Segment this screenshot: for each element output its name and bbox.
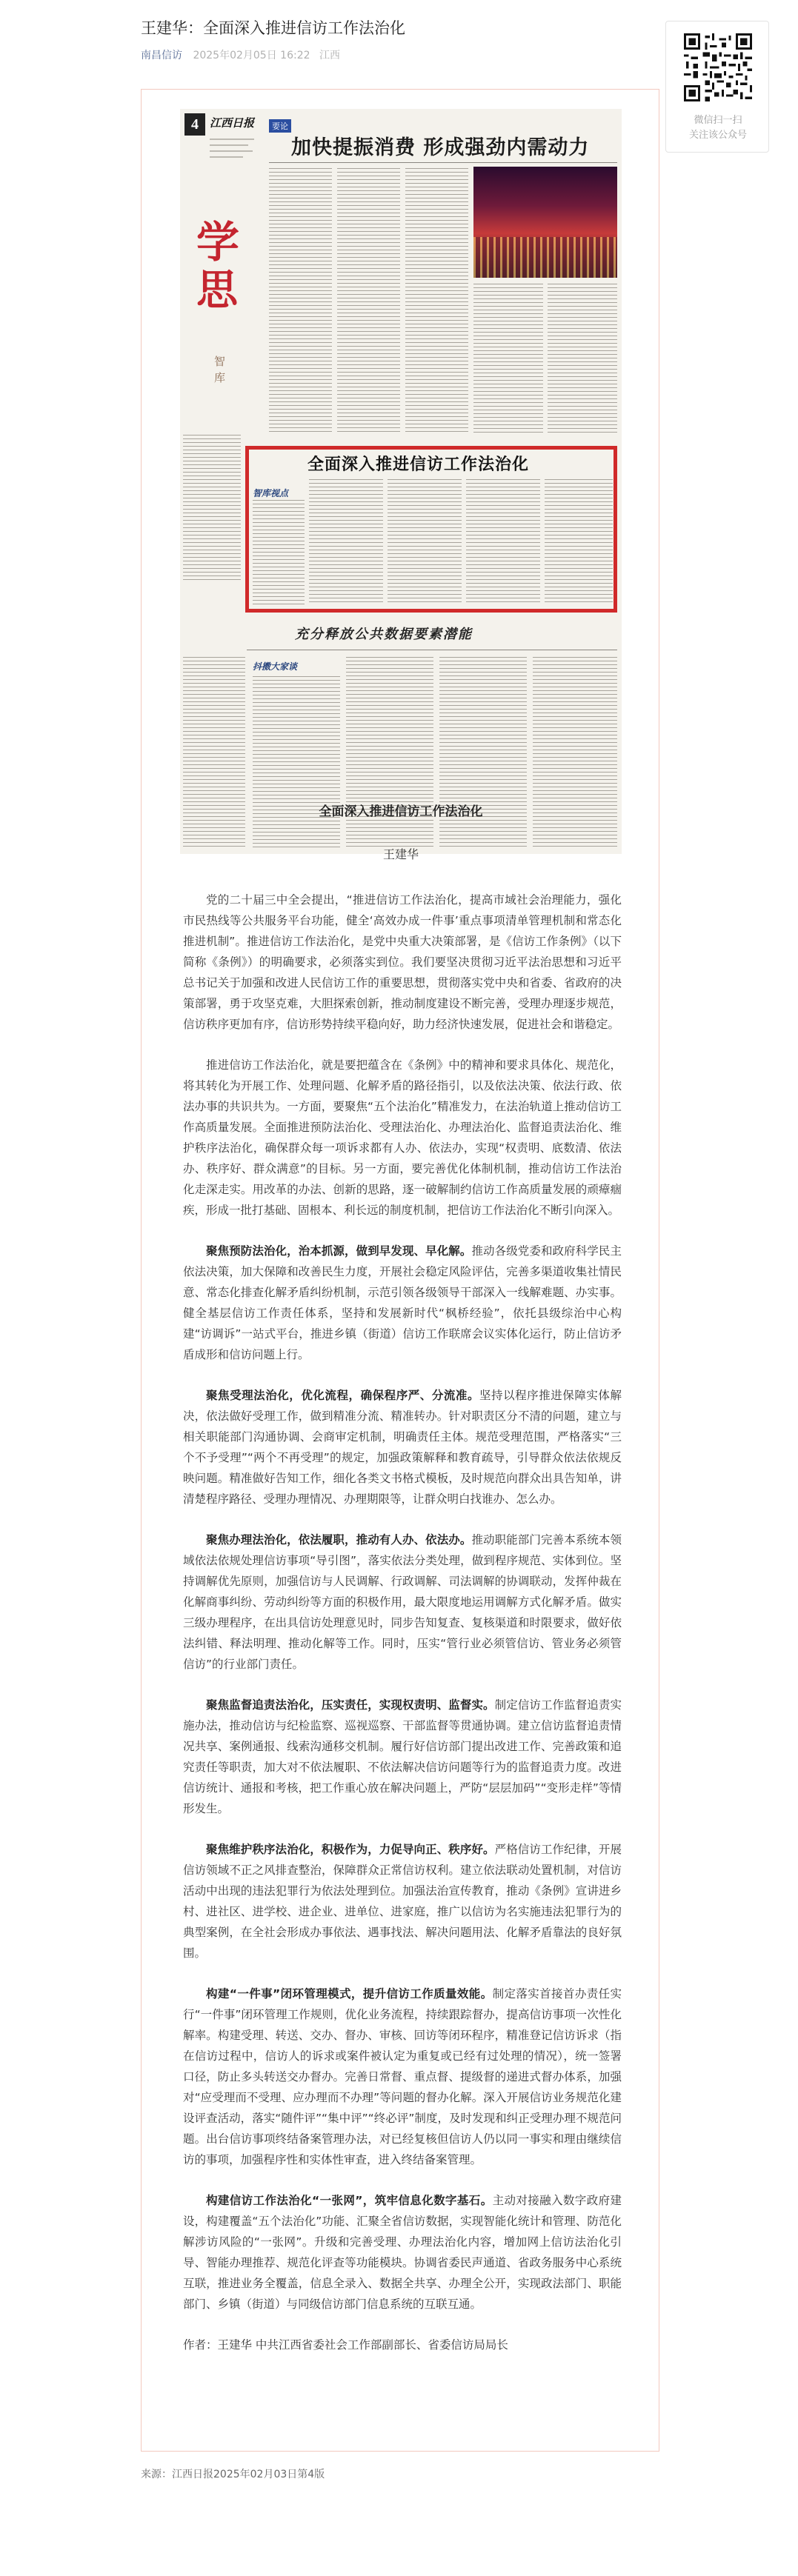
- second-headline: 充分释放公共数据要素潜能: [295, 627, 473, 642]
- paragraph: 聚焦预防法治化，治本抓源，做到早发现、早化解。推动各级党委和政府科学民主依法决策，加大保障和改善民生力度，开展社会稳定风险评估，完善多渠道收集社情民意、常态化排查化解矛盾纠纷机制，示范引领各级领导干部深入一线解难题、办实事。健全基层信访工作责任体系，坚持和发展新时代“枫桥经验”，依托县级综治中心构建“访调诉”一站式平台，推进乡镇（街道）信访工作联席会议实体化运行，防止信访矛盾成形和信访问题上行。: [183, 1244, 622, 1361]
- publish-date: 2025年02月05日 16:22: [193, 50, 310, 61]
- qr-caption: [666, 113, 770, 143]
- paragraph: 聚焦办理法治化，依法履职，推动有人办、依法办。推动职能部门完善本系统本领域依法依规处理信访事项“导引图”，落实依法分类处理，做到程序规范、实体到位。坚持调解优先原则，加强信访与人民调解、行政调解、司法调解的协调联动，发挥仲裁在化解商事纠纷、劳动纠纷等方面的积极作用，最大限度地运用调解方式化解矛盾。做实三级办理程序，在出具信访处理意见时，同步告知复查、复核渠道和时限要求，做好依法纠错、释法明理、推动化解等工作。同时，压实“管行业必须管信访、管业务必须管信访”的行业部门责任。: [183, 1533, 622, 1671]
- article-panel: [141, 89, 659, 2452]
- source-note: 来源：江西日报2025年02月03日第4版: [141, 2469, 325, 2480]
- newspaper-masthead: 江西日报: [210, 118, 255, 130]
- column-tag-1: 智库视点: [253, 488, 289, 498]
- qr-panel: [665, 21, 769, 153]
- paragraph: 构建“一件事”闭环管理模式，提升信访工作质量效能。制定落实首接首办责任实行“一件事”闭环管理工作规则，优化业务流程，持续跟踪督办，提高信访事项一次性化解率。构建受理、转送、交办、督办、审核、回访等闭环程序，精准登记信访诉求（指在信访过程中，信访人的诉求或案件被认定为重复或已经有过处理的情况），统一签署口径，防止多头转送交办督办。完善日常督、重点督、提级督的递进式督办体系，加强对“应受理而不受理、应办理而不办理”等问题的督办化解。深入开展信访业务规范化建设评查活动，落实“随件评”“集中评”“终必评”制度，及时发现和纠正受理办理不规范问题。出台信访事项终结备案管理办法，对已经复核但信访人仍以同一事实和理由继续信访的事项，加强程序性和实体性审查，进入终结备案管理。: [183, 1987, 622, 2166]
- article-title: 全面深入推进信访工作法治化: [319, 804, 483, 819]
- highlighted-article-title: 全面深入推进信访工作法治化: [307, 455, 530, 474]
- column-logo-char-1: 学: [196, 217, 240, 267]
- account-name-link[interactable]: 南昌信访: [141, 50, 182, 61]
- page-title: 王建华：全面深入推进信访工作法治化: [141, 19, 405, 37]
- newspaper-scan-image: [180, 109, 622, 854]
- paragraph: 聚焦受理法治化，优化流程，确保程序严、分流准。坚持以程序推进保障实体解决，依法做好受理工作，做到精准分流、精准转办。针对职责区分不清的问题，建立与相关职能部门沟通协调、会商审定机制，明确责任主体。规范受理范围，严格落实“三个不予受理”“两个不再受理”的规定，加强政策解释和教育疏导，引导群众依法依规反映问题。精准做好告知工作，细化各类文书格式模板，及时规范向群众出具告知单，讲清楚程序路径、受理办理情况、办理期限等，让群众明白找谁办、怎么办。: [183, 1389, 622, 1506]
- publish-region: 江西: [319, 50, 340, 61]
- qr-caption-line2: 关注该公众号: [688, 130, 747, 141]
- article-author: 王建华: [382, 847, 419, 861]
- paragraph: 聚焦维护秩序法治化，积极作为，力促导向正、秩序好。严格信访工作纪律，开展信访领域不正之风排查整治，保障群众正常信访权利。建立依法联动处置机制，对信访活动中出现的违法犯罪行为依法处理到位。加强法治宣传教育，推动《条例》宣讲进乡村、进社区、进学校、进企业、进单位、进家庭，推广以信访为名实施违法犯罪行为的典型案例，在全社会形成办事依法、遇事找法、解决问题用法、化解矛盾靠法的良好氛围。: [183, 1843, 622, 1960]
- column-tag-2: 抖擞大家谈: [253, 661, 298, 672]
- section-tag: 要论: [269, 119, 291, 133]
- newspaper-photo: [473, 167, 617, 278]
- meta-line: [141, 47, 346, 62]
- newspaper-headline: 加快提振消费 形成强劲内需动力: [291, 136, 590, 159]
- paragraph: 构建信访工作法治化“一张网”，筑牢信息化数字基石。主动对接融入数字政府建设，构建覆盖“五个法治化”功能、汇聚全省信访数据，实现智能化统计和管理、防范化解涉访风险的“一张网”。升级和完善受理、办理法治化内容，增加网上信访法治化引导、智能办理推荐、规范化评查等功能模块。协调省委民声通道、省政务服务中心系统互联，推进业务全覆盖，信息全录入、数据全共享、办理全公开，实现政法部门、职能部门、乡镇（街道）与同级信访部门信息系统的互联互通。: [183, 2194, 622, 2311]
- paragraph: 党的二十届三中全会提出，“推进信访工作法治化，提高市域社会治理能力，强化市民热线等公共服务平台功能，健全‘高效办成一件事’重点事项清单管理机制和常态化推进机制”。推进信访工作法治化，是党中央重大决策部署，是《信访工作条例》（以下简称《条例》）的明确要求，必须落实到位。我们要坚决贯彻习近平法治思想和习近平总书记关于加强和改进人民信访工作的重要思想，贯彻落实党中央和省委、省政府的决策部署，勇于攻坚克难，大胆探索创新，推动制度建设不断完善，受理办理逐步规范，信访秩序更加有序，信访形势持续平稳向好，助力经济快速发展，促进社会和谐稳定。: [183, 893, 622, 1031]
- newspaper-page-number: 4: [184, 113, 205, 136]
- qr-code-icon: [684, 33, 752, 101]
- column-side-label: 智库: [214, 355, 226, 384]
- article-body: [183, 890, 622, 2355]
- qr-caption-line1: 微信扫一扫: [694, 115, 742, 126]
- author-credit: 作者：王建华 中共江西省委社会工作部副部长、省委信访局局长: [183, 2338, 508, 2352]
- column-logo-char-2: 思: [196, 266, 238, 315]
- paragraph: 推进信访工作法治化，就是要把蕴含在《条例》中的精神和要求具体化、规范化，将其转化为开展工作、处理问题、化解矛盾的路径指引，以及依法决策、依法行政、依法办事的共识共为。一方面，要聚焦“五个法治化”精准发力，在法治轨道上推动信访工作高质量发展。全面推进预防法治化、受理法治化、办理法治化、监督追责法治化、维护秩序法治化，确保群众每一项诉求都有人办、依法办，实现“权责明、底数清、依法办、秩序好、群众满意”的目标。另一方面，要完善优化体制机制，推动信访工作法治化走深走实。用改革的办法、创新的思路，逐一破解制约信访工作高质量发展的顽瘴痼疾，形成一批打基础、固根本、利长远的制度机制，把信访工作法治化不断引向深入。: [183, 1058, 622, 1217]
- paragraph: 聚焦监督追责法治化，压实责任，实现权责明、监督实。制定信访工作监督追责实施办法，推动信访与纪检监察、巡视巡察、干部监督等贯通协调。建立信访监督追责情况共享、案例通报、线索沟通移交机制。履行好信访部门提出改进工作、完善政策和追究责任等职责，加大对不依法履职、不依法解决信访问题等行为的监督追责力度。改进信访统计、通报和考核，把工作重心放在解决问题上，严防“层层加码”“变形走样”等情形发生。: [183, 1698, 622, 1815]
